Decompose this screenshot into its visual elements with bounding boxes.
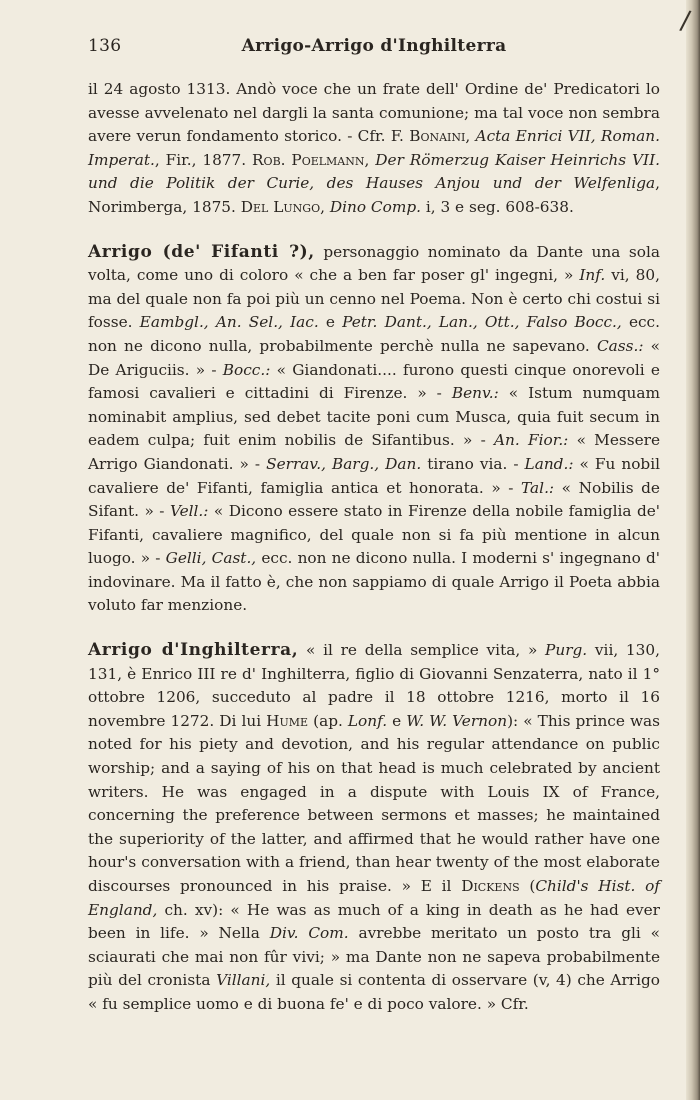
entry-headword: Arrigo d'Inghilterra, <box>88 640 299 661</box>
citation: Vell.: <box>169 502 209 521</box>
text-run: « Fu nobil cavaliere de' Fifanti, famiglia antica et honorata. » - <box>88 454 661 497</box>
citation: Div. Com. <box>269 924 349 943</box>
text-run: il 24 agosto 1313. Andò voce che un frate dell' Ordine de' Predicatori lo avesse avvelenato nel dargli la santa comunione; ma tal voce non sembra avere verun fondamento storico. - Cfr. F. <box>88 80 660 146</box>
citation: W. W. Vernon <box>406 711 508 730</box>
citation: Lonf. <box>347 711 388 730</box>
text-run: , <box>465 127 476 146</box>
author-name: Bonaini <box>409 127 466 146</box>
citation: An. Fior.: <box>493 431 569 450</box>
page-edge-shadow <box>686 0 700 1100</box>
entry-headword: Arrigo (de' Fifanti ?), <box>88 241 315 262</box>
text-run: « Nobilis de Sifant. » - <box>88 478 660 521</box>
author-name: Hume <box>266 711 309 730</box>
author-name: Dickens <box>461 877 520 895</box>
work-title: Der Römerzug Kaiser Heinrichs VII. und die Politik der Curie, des Hauses Anjou und der Welfenliga <box>88 150 661 193</box>
text-run: e <box>318 313 343 332</box>
author-name: Del Lungo <box>240 197 321 216</box>
text-run: e <box>387 711 407 730</box>
text-run: , Fir., 1877. <box>154 150 253 169</box>
work-title: Acta Enrici VII, Roman. Imperat. <box>88 127 660 169</box>
entry-arrigo-fifanti <box>88 241 660 619</box>
text-run: avrebbe meritato un posto tra gli « sciaurati che mai non fûr vivi; » ma Dante non ne sapeva probabilmente più del cronista <box>88 924 660 990</box>
page-body <box>88 78 660 1017</box>
citation: Petr. Dant., Lan., Ott., Falso Bocc., <box>342 313 622 332</box>
entry-continuation-paragraph <box>88 78 660 220</box>
text-run: (ap. <box>308 711 348 730</box>
text-run: ): « This prince was noted for his piety and devotion, and his regular attendance on public worship; and a saying of his on that head is much celebrated by ancient writers. He was engaged in a dispute with Louis IX of France, concerning the preference between sermons et masses; he maintained the superiority of the latter, and affirmed that he would rather have one hour's conversation with a friend, than hear twenty of the most elaborate discourses pronounced in his praise. » E il <box>88 711 661 895</box>
text-run: vii, 130, 131, è Enrico III re d' Inghilterra, figlio di Giovanni Senzaterra, nato il 1° ottobre 1206, succeduto al padre il 18 ottobre 1216, morto il 16 novembre 1272. Di lui <box>88 641 660 730</box>
running-title: Arrigo-Arrigo d'Inghilterra <box>241 36 507 56</box>
text-run: , <box>320 197 330 216</box>
work-title: Dino Comp. <box>329 197 421 216</box>
text-run: « Dicono essere stato in Firenze della nobile famiglia de' Fifanti, cavaliere magnifico, del quale non si fa più mentione in alcun luogo. » - <box>88 502 660 568</box>
citation: Villani, <box>216 971 271 990</box>
text-run: « Istum numquam nominabit amplius, sed debet tacite poni cum Musca, quia fuit secum in eadem culpa; fuit enim nobilis de Sifantibus. » - <box>88 384 660 450</box>
citation: Serrav., Barg., Dan. <box>266 454 422 473</box>
text-run: « il re della semplice vita, » <box>298 641 546 660</box>
text-run: « Giandonati.... furono questi cinque onorevoli e famosi cavalieri e cittadini di Firenze. » - <box>88 360 660 403</box>
text-run: ecc. non ne dicono nulla. I moderni s' ingegnano d' indovinare. Ma il fatto è, che non sappiamo di quale Arrigo il Poeta abbia voluto far menzione. <box>88 549 660 615</box>
citation: Cass.: <box>596 336 644 355</box>
citation: Tal.: <box>521 478 555 497</box>
citation: Bocc.: <box>222 360 271 379</box>
text-run: il quale si contenta di osservare (v, 4) che Arrigo « fu semplice uomo e di buona fe' e di poco valore. » Cfr. <box>88 971 661 1013</box>
text-run: i, 3 e seg. 608-638. <box>420 197 574 216</box>
text-run: « Messere Arrigo Giandonati. » - <box>88 431 660 473</box>
author-name: Rob. Poelmann <box>252 150 365 169</box>
text-run: ch. xv): « He was as much of a king in death as he had ever been in life. » Nella <box>88 900 660 943</box>
citation: Land.: <box>524 454 574 473</box>
work-title: Child's Hist. of England, <box>88 877 660 919</box>
citation: Gelli, Cast., <box>165 549 257 568</box>
text-run: vi, 80, ma del quale non fa poi più un cenno nel Poema. Non è certo chi costui si fosse. <box>88 266 660 332</box>
page-header <box>88 36 660 58</box>
citation: Benv.: <box>451 384 499 403</box>
text-run: tirano via. - <box>421 454 525 473</box>
corner-pencil-mark: / <box>678 5 693 37</box>
page-number: 136 <box>88 36 122 56</box>
text-run: , Norimberga, 1875. <box>88 174 660 216</box>
text-run: personaggio nominato da Dante una sola volta, come uno di coloro « che a ben far poser gl' ingegni, » <box>88 242 660 285</box>
citation: Purg. <box>545 641 588 660</box>
text-run: ( <box>519 877 536 895</box>
text-run: ecc. non ne dicono nulla, probabilmente perchè nulla ne sapevano. <box>88 313 660 355</box>
text-run: , <box>364 150 376 169</box>
text-run: « De Ariguciis. » - <box>88 336 660 379</box>
citation: Inf. <box>579 266 606 285</box>
entry-arrigo-inghilterra <box>88 639 660 1017</box>
citation: Eambgl., An. Sel., Iac. <box>139 313 319 332</box>
